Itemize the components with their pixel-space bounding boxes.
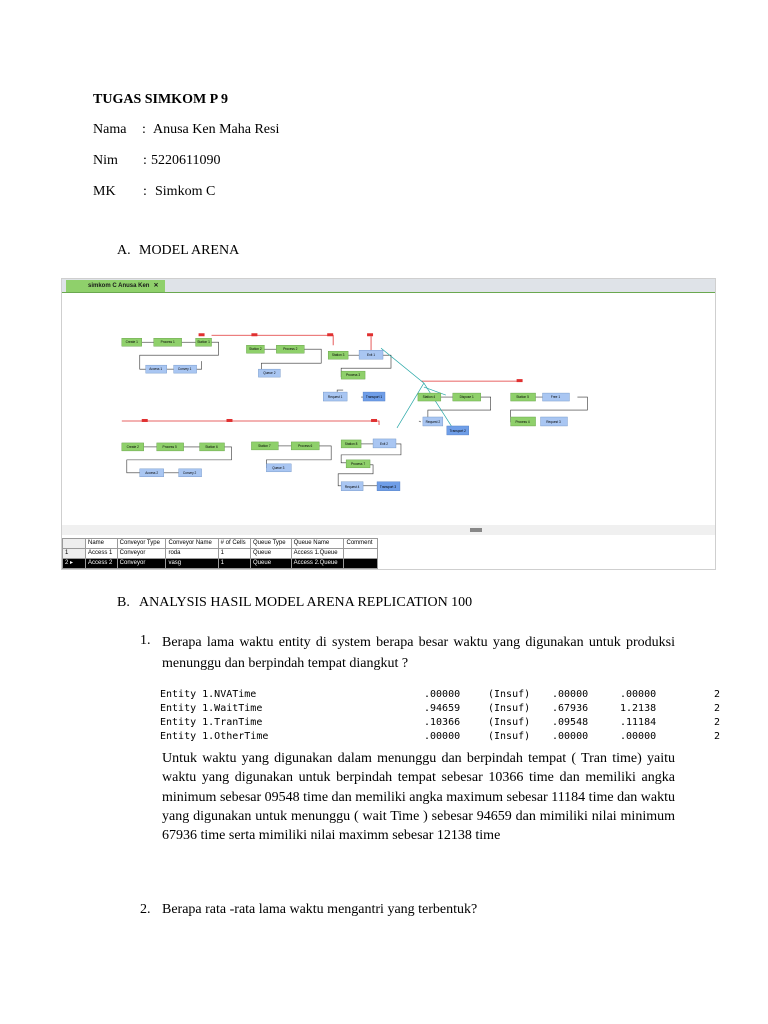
spreadsheet-header-row — [63, 539, 378, 549]
entity-statistics-output — [160, 688, 722, 742]
stat-average: .94659 — [424, 703, 461, 714]
row-number[interactable]: 1 — [63, 549, 86, 559]
stat-minimum: .67936 — [552, 703, 589, 714]
module-label: Request 1 — [327, 395, 343, 400]
arena-model-screenshot — [61, 278, 716, 570]
arena-tab-bar — [62, 279, 715, 293]
info-sep-nama: : — [142, 122, 146, 137]
module-label: Station 6 — [205, 444, 218, 449]
stat-minimum: .09548 — [552, 717, 589, 728]
stat-maximum: .00000 — [620, 689, 657, 700]
stat-half-width: (Insuf) — [488, 717, 531, 728]
row-number[interactable]: 2 ▸ — [63, 559, 86, 569]
module-label: Station 1 — [197, 340, 210, 345]
section-a-marker: A. — [117, 243, 131, 258]
table-cell[interactable] — [344, 549, 378, 559]
stat-name: Entity 1.NVATime — [160, 689, 257, 700]
question-2-text: Berapa rata -rata lama waktu mengantri yang terbentuk? — [162, 902, 478, 917]
stat-name: Entity 1.OtherTime — [160, 731, 269, 742]
question-1-number: 1. — [140, 633, 151, 648]
stat-minimum: .00000 — [552, 731, 589, 742]
module-group-right — [418, 393, 570, 435]
module-label: Process 2 — [283, 347, 298, 352]
table-cell[interactable]: Queue — [251, 549, 292, 559]
info-label-nim: Nim — [93, 153, 118, 168]
station-transfer-links — [122, 335, 521, 425]
info-value-mk: Simkom C — [155, 184, 216, 199]
table-cell[interactable]: 1 — [218, 559, 250, 569]
module-label: Process 7 — [350, 461, 366, 466]
module-label: Create 2 — [126, 444, 139, 449]
stat-minimum: .00000 — [552, 689, 589, 700]
info-label-mk: MK — [93, 184, 116, 199]
module-label: Process 4 — [515, 419, 530, 424]
stat-average: .00000 — [424, 689, 461, 700]
module-label: Transport 3 — [379, 484, 397, 489]
column-header — [63, 539, 86, 549]
scrollbar-thumb[interactable] — [470, 528, 482, 532]
module-group-top-left — [122, 338, 385, 401]
section-b-marker: B. — [117, 595, 130, 610]
answer-1-paragraph: Untuk waktu yang digunakan dalam menunggu dan berpindah tempat ( Tran time) yaitu waktu yang digunakan untuk berpindah tempat sebesar 10366 time dan memiliki angka minimum sebesar 09548 time dan memiliki angka maximum sebesar 11184 time dan waktu yang digunakan untuk menunggu ( wait Time ) sebesar 94659 dan mimiliki nilai minimum 67936 time serta mimiliki nilai maximm sebesar 12138 time — [162, 751, 675, 844]
info-label-nama: Nama — [93, 122, 127, 137]
column-header[interactable]: Comment — [344, 539, 378, 549]
arena-tab-label: simkom C Anusa Ken — [88, 283, 150, 289]
stat-name: Entity 1.TranTime — [160, 717, 263, 728]
module-label: Access 2 — [145, 470, 159, 475]
module-label: Station 8 — [344, 441, 358, 446]
module-label: Free 1 — [550, 395, 561, 400]
transfer-markers — [142, 333, 523, 422]
stat-half-width: (Insuf) — [488, 703, 531, 714]
table-cell[interactable]: Conveyor — [117, 559, 166, 569]
module-label: Request 2 — [425, 419, 441, 424]
module-label: Process 1 — [160, 340, 175, 345]
table-cell[interactable]: Access 1 — [86, 549, 118, 559]
stat-observations: 2 — [714, 731, 721, 742]
stat-half-width: (Insuf) — [488, 689, 531, 700]
column-header[interactable]: Name — [86, 539, 118, 549]
module-label: Process 3 — [346, 373, 361, 378]
arena-flowchart-canvas — [62, 293, 715, 537]
stat-name: Entity 1.WaitTime — [160, 703, 263, 714]
info-sep-mk: : — [143, 184, 147, 199]
section-b-heading: ANALYSIS HASIL MODEL ARENA REPLICATION 100 — [139, 595, 473, 610]
table-cell[interactable]: Queue — [251, 559, 292, 569]
module-label: Convey 1 — [177, 367, 192, 372]
canvas-scrollbar[interactable] — [62, 525, 715, 535]
module-group-bottom — [122, 439, 400, 491]
table-cell[interactable]: 1 — [218, 549, 250, 559]
column-header[interactable]: Queue Name — [291, 539, 344, 549]
module-label: Transport 1 — [365, 395, 383, 400]
table-cell[interactable]: vasg — [166, 559, 218, 569]
stat-observations: 2 — [714, 689, 721, 700]
module-label: Request 3 — [546, 419, 561, 424]
module-label: Station 3 — [331, 353, 345, 358]
table-row-selected[interactable] — [63, 559, 378, 569]
close-icon[interactable]: ✕ — [153, 283, 159, 289]
arena-model-tab[interactable] — [66, 280, 165, 292]
question-1-text: Berapa lama waktu entity di system berapa besar waktu yang digunakan untuk produksi menunggu dan berpindah tempat diangkut ? — [162, 635, 675, 671]
table-cell[interactable]: Access 2 — [86, 559, 118, 569]
table-cell[interactable]: Access 1.Queue — [291, 549, 344, 559]
table-cell[interactable]: roda — [166, 549, 218, 559]
stat-average: .10366 — [424, 717, 461, 728]
module-label: Station 2 — [249, 347, 262, 352]
module-label: Exit 1 — [367, 353, 376, 358]
module-label: Process 5 — [162, 444, 177, 449]
info-sep-nim: : — [143, 153, 147, 168]
route-links — [381, 348, 456, 433]
module-label: Dispose 1 — [459, 395, 474, 400]
module-label: Request 4 — [344, 484, 360, 489]
stat-maximum: 1.2138 — [620, 703, 657, 714]
module-label: Access 1 — [149, 367, 163, 372]
section-a-heading: MODEL ARENA — [139, 243, 240, 258]
module-label: Queue 2 — [263, 371, 276, 376]
module-label: Station 4 — [422, 395, 436, 400]
info-value-nim: 5220611090 — [151, 153, 221, 168]
module-label: Transport 2 — [449, 428, 466, 433]
module-label: Create 1 — [125, 340, 138, 345]
module-label: Convey 2 — [182, 470, 197, 475]
module-label: Process 6 — [298, 443, 313, 448]
column-header[interactable]: Conveyor Name — [166, 539, 218, 549]
table-cell[interactable] — [344, 559, 378, 569]
table-row[interactable] — [63, 549, 378, 559]
question-2-number: 2. — [140, 902, 151, 917]
stat-observations: 2 — [714, 703, 721, 714]
stat-maximum: .00000 — [620, 731, 657, 742]
info-value-nama: Anusa Ken Maha Resi — [153, 122, 280, 137]
stat-average: .00000 — [424, 731, 461, 742]
column-header[interactable]: # of Cells — [218, 539, 250, 549]
module-label: Exit 2 — [380, 441, 389, 446]
column-header[interactable]: Queue Type — [251, 539, 292, 549]
table-cell[interactable]: Conveyor — [117, 549, 166, 559]
module-label: Queue 3 — [272, 465, 285, 470]
stat-half-width: (Insuf) — [488, 731, 531, 742]
stat-maximum: .11184 — [620, 717, 657, 728]
stat-observations: 2 — [714, 717, 721, 728]
table-cell[interactable]: Access 2.Queue — [291, 559, 344, 569]
document-title: TUGAS SIMKOM P 9 — [93, 92, 228, 107]
module-label: Station 7 — [258, 443, 271, 448]
access-spreadsheet — [62, 538, 378, 569]
module-label: Station 5 — [516, 395, 529, 400]
column-header[interactable]: Conveyor Type — [117, 539, 166, 549]
